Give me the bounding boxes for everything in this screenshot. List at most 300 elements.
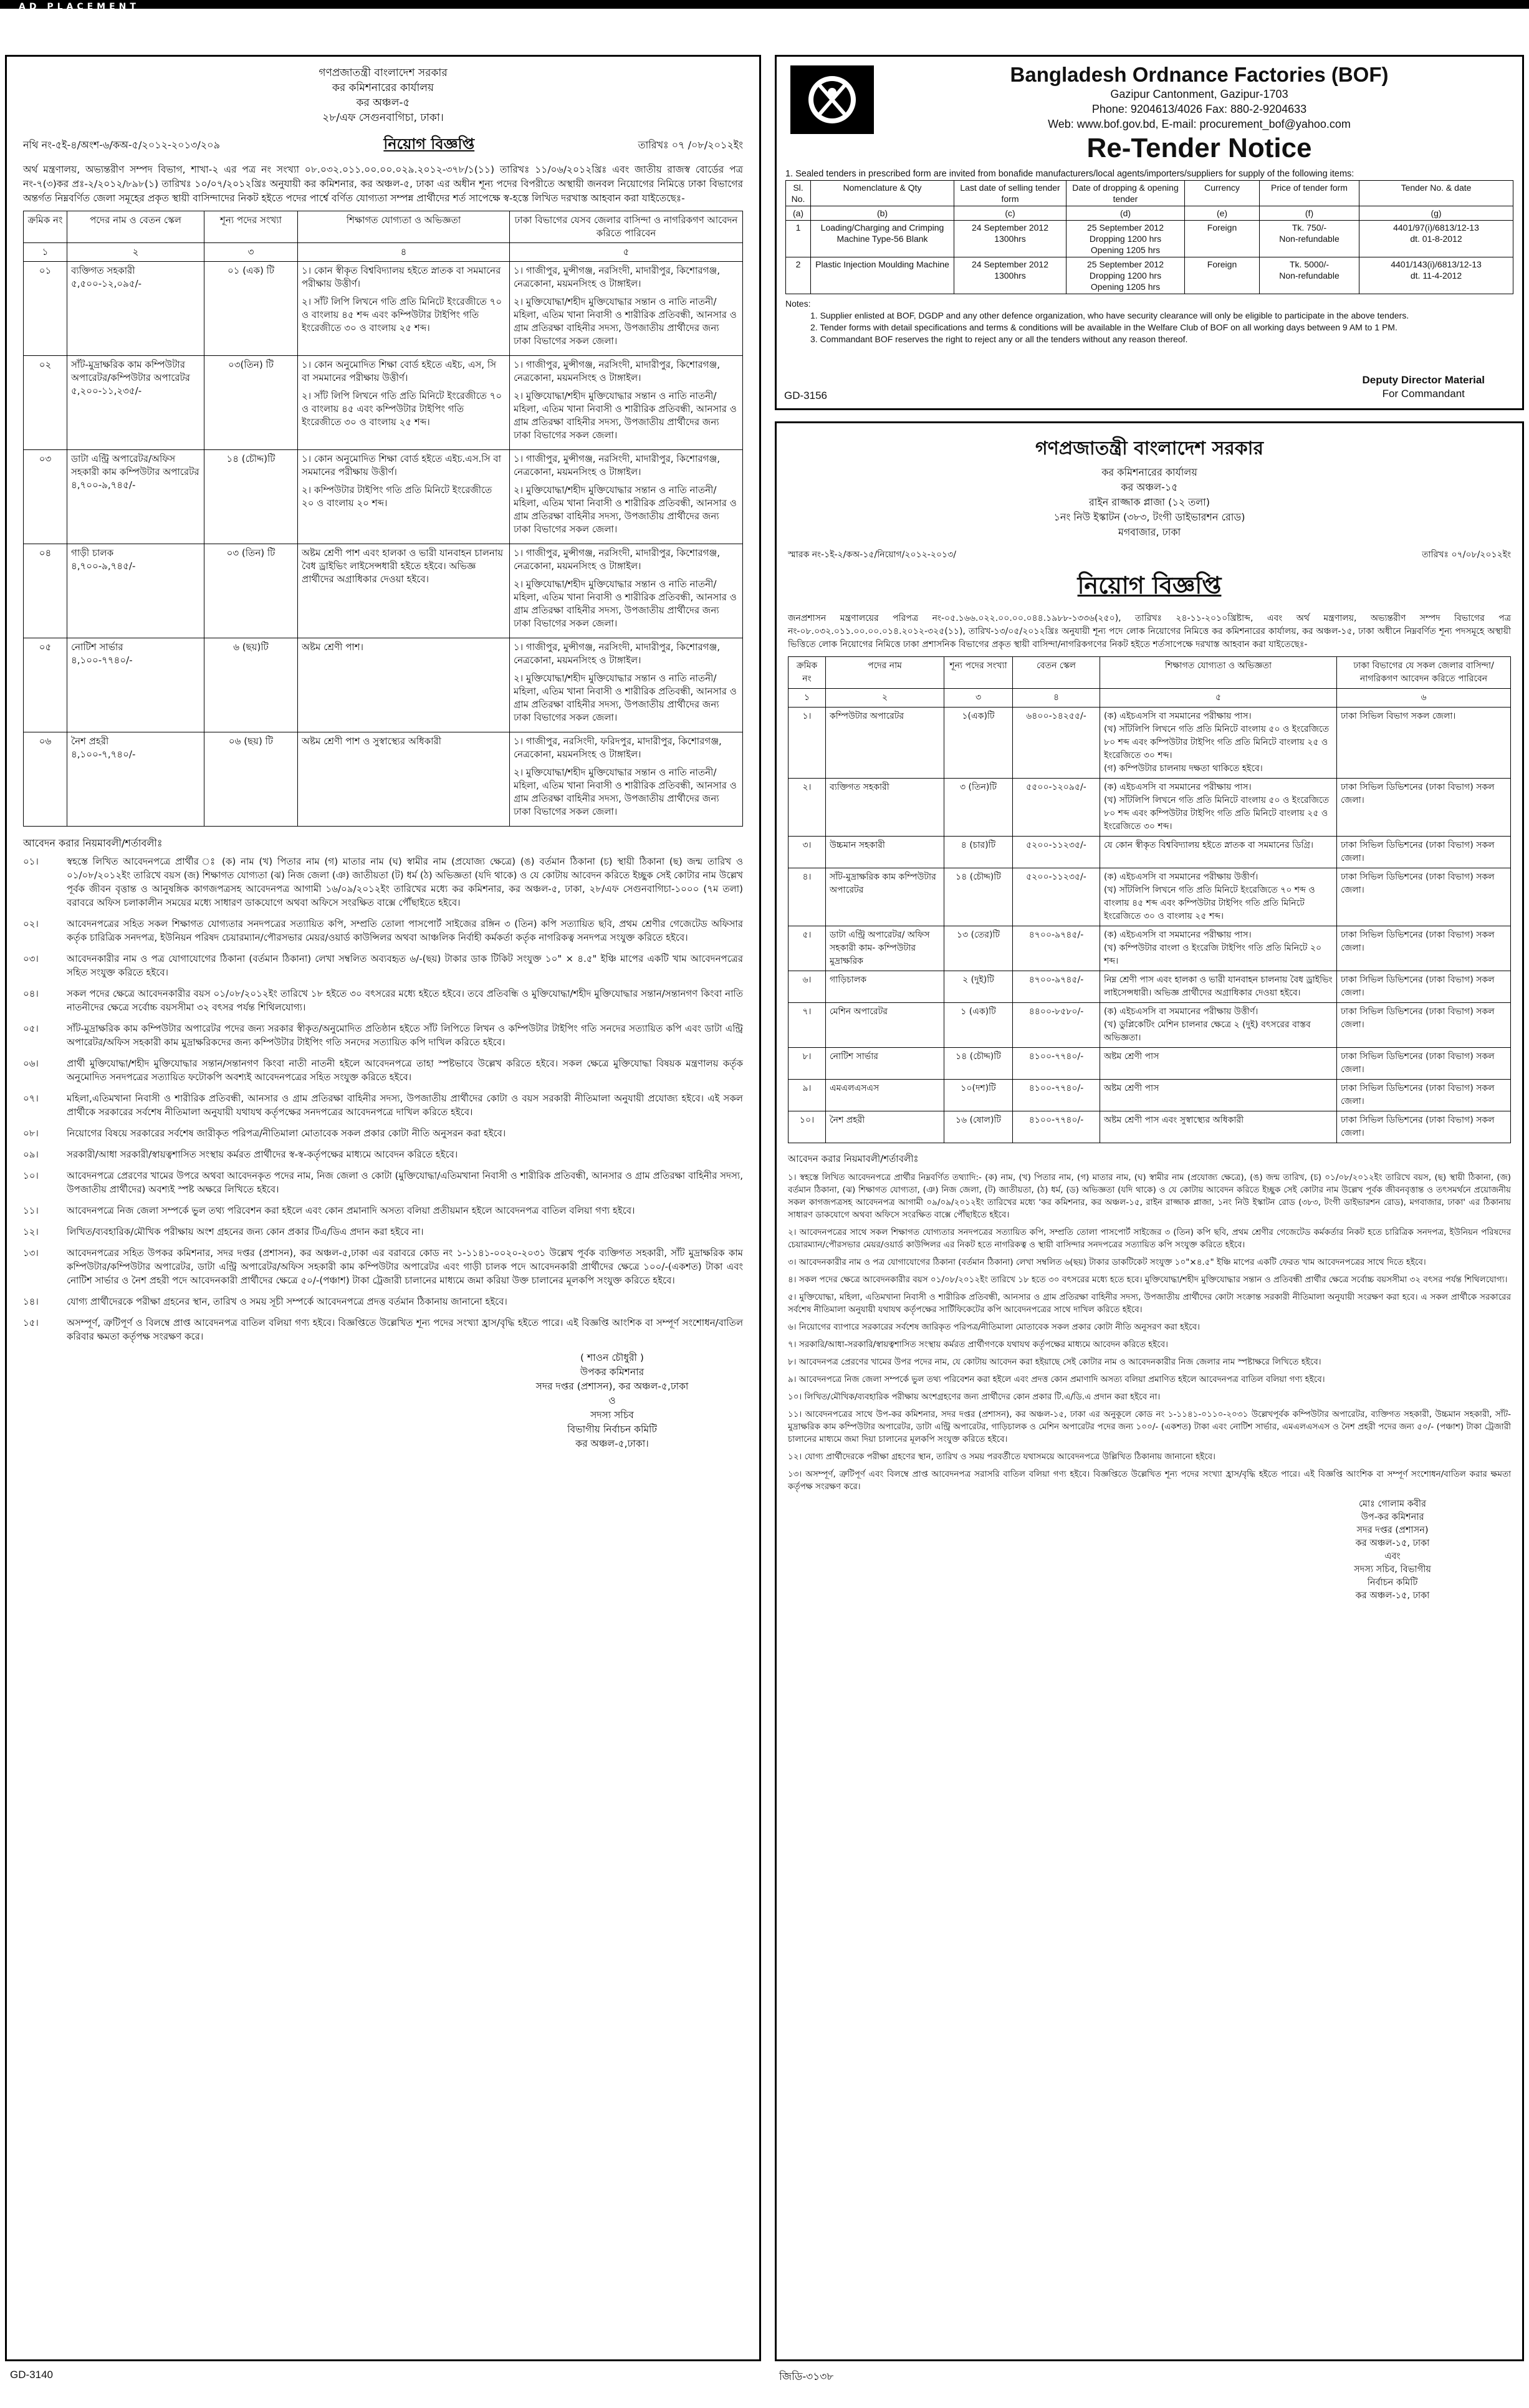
condition-item: ৬। নিয়োগের ব্যাপারে সরকারের সর্বশেষ জারিকৃত পরিপত্র/নীতিমালা মোতাবেক সকল প্রকার কোটা নীতি অনুসরণ করা হইবে। <box>788 1322 1200 1332</box>
gov-cell-sl: ৪। <box>788 868 826 926</box>
condition-number: ০৯। <box>23 1149 39 1160</box>
signature-line: সদর দপ্তর (প্রশাসন) <box>1356 1525 1429 1535</box>
condition-number: ১৫। <box>23 1317 39 1328</box>
left-header-line: ২৮/এফ সেগুনবাগিচা, ঢাকা। <box>322 112 444 124</box>
bof-cell-item <box>811 221 954 257</box>
condition-number: ১১। <box>23 1205 39 1216</box>
gov-col-header: ক্রমিক নং <box>788 657 826 689</box>
condition-item: ৫। মুক্তিযোদ্ধা, মহিলা, এতিমখানা নিবাসী ও শারীরিক প্রতিবন্ধী, আনসার ও গ্রাম প্রতিরক্ষা বাহিনীর সদস্য, উপজাতীয় প্রার্থীদের কোটা সংক্রান্ত সরকারী নীতিমালা অনুযায়ী সংরক্ষণ করা হবে। এ সকল প্রার্থীকে সরকারের সর্বশেষ নীতিমালা অনুযায়ী যথাযথ কর্তৃপক্ষের সার্টিফিকেটের কপি আবেদনপত্রের সাথে দাখিল করিতে হইবে। <box>788 1292 1511 1315</box>
bof-title: Re-Tender Notice <box>1086 133 1312 163</box>
bof-cell-price <box>1260 221 1359 257</box>
gov-signature <box>1274 1498 1511 1603</box>
cell-line: Dropping 1200 hrs <box>1089 234 1162 244</box>
condition-text: লিখিত/ব্যবহারিক/মৌখিক পরীক্ষায় অংশ গ্রহনের জন্য কোন প্রকার টিএ/ডিএ প্রদান করা হইবে না। <box>67 1226 424 1237</box>
condition-item <box>23 1057 743 1084</box>
gov-cell-post: ব্যক্তিগত সহকারী <box>826 779 944 837</box>
left-table-colnums <box>24 243 743 262</box>
bof-gd-number: GD-3156 <box>784 390 827 401</box>
row-qualification <box>298 262 510 356</box>
qualification-list <box>302 735 506 748</box>
top-strip <box>0 0 1529 12</box>
signature-line: সদস্য সচিব <box>590 1409 634 1421</box>
row-count: ০১ (এক) টি <box>204 262 298 356</box>
top-strip-label: AD PLACEMENT <box>19 2 140 12</box>
gov-cell-count: ১ (এক)টি <box>944 1003 1013 1048</box>
condition-text: মহিলা,এতিমখানা নিবাসী ও শারীরিক প্রতিবন্ধী, আনসার ও গ্রাম প্রতিরক্ষা বাহিনীর সদস্য, উপজাতীয় প্রার্থীদের কোটা ও বয়স সরকারী নীতিমালা অনুযায়ী প্রযোজ্য হইবে। এই সকল প্রার্থীকে সরকারের সর্বশেষ নীতিমালা অনুযায়ী যথাযথ কর্তৃপক্ষের সনদপত্রের আবেদনপত্রে দাখিল করিতে হইবে। <box>67 1093 743 1118</box>
gov-col-header: শিক্ষাগত যোগ্যতা ও অভিজ্ঞতা <box>1100 657 1337 689</box>
signature-line: কর অঞ্চল-১৫, ঢাকা <box>1355 1538 1430 1548</box>
cell-line: 24 September 2012 <box>972 259 1048 269</box>
left-table-col-header: ক্রমিক নং <box>24 211 67 243</box>
gov-cell-sl: ২। <box>788 779 826 837</box>
table-row <box>24 450 743 544</box>
row-districts <box>510 732 743 827</box>
district-item: ২। মুক্তিযোদ্ধা/শহীদ মুক্তিযোদ্ধার সন্তান ও নাতি নাতনী/মহিলা, এতিম খানা নিবাসী ও শারীরিক প্রতিবন্ধী, আনসার ও গ্রাম প্রতিরক্ষা বাহিনীর সদস্য, উপজাতীয় প্রার্থীদের জন্য ঢাকা বিভাগের সকল জেলা। <box>514 578 737 629</box>
cell-line: ৫,৫০০-১২,০৯৫/- <box>71 278 142 289</box>
condition-item <box>23 1225 743 1239</box>
qualification-list <box>302 453 506 510</box>
gov-cell-sl: ৬। <box>788 971 826 1003</box>
condition-text: সরকারী/আধা সরকারী/স্বায়ত্বশাসিত সংস্থায় কর্মরত প্রার্থীদের স্ব-স্ব-কর্তৃপক্ষের মাধ্যমে আবেদন করিতে হইবে। <box>67 1149 458 1160</box>
gov-cell-post: গাড়িচালক <box>826 971 944 1003</box>
condition-item: ১০। লিখিত/মৌখিক/ব্যবহারিক পরীক্ষায় অংশগ্রহণের জন্য প্রার্থীদের কোন প্রকার টি.এ/ডি.এ প্রদান করা হইবে না। <box>788 1392 1161 1402</box>
condition-item <box>23 1246 743 1287</box>
bof-col-letter: (d) <box>1066 206 1185 221</box>
table-row <box>24 262 743 356</box>
cell-line: ৪,৭০০-৯,৭৪৫/- <box>71 479 136 491</box>
row-serial: ০৬ <box>24 732 67 827</box>
row-serial: ০১ <box>24 262 67 356</box>
table-row <box>788 1080 1511 1111</box>
signature-line: ও <box>608 1395 616 1406</box>
cell-line: নিম্ন শ্রেণী পাস এবং হালকা ও ভারী যানবাহন চালনায় বৈধ ড্রাইভিং লাইসেন্সধারী। অভিজ্ঞ প্রার্থীদের অগ্রাধিকার দেওয়া হইবে। <box>1104 975 1333 998</box>
row-count: ১৪ (চৌদ্দ)টি <box>204 450 298 544</box>
gov-cell-scale: ৪৭০০-৯৭৪৫/- <box>1013 926 1100 971</box>
row-post <box>67 262 204 356</box>
gov-notice-title: নিয়োগ বিজ্ঞপ্তি <box>1077 572 1222 599</box>
bof-col-header: Sl. No. <box>786 181 811 206</box>
left-table-col-header: শিক্ষাগত যোগ্যতা ও অভিজ্ঞতা <box>298 211 510 243</box>
left-col-number: ৫ <box>510 243 743 262</box>
qualification-item: ১। কোন অনুমোদিত শিক্ষা বোর্ড হইতে এইচ, এস, সি বা সমমানের পরীক্ষায় উত্তীর্ণ। <box>302 359 497 383</box>
district-list <box>514 358 739 442</box>
bof-logo <box>785 63 885 138</box>
condition-item: ২। আবেদনপত্রের সাথে সকল শিক্ষাগত যোগ্যতার সনদপত্রের সত্যায়িত কপি, সম্প্রতি তোলা পাসপোর্ট সাইজের ৩ (তিন) কপি ছবি, প্রথম শ্রেণীর গেজেটেড কর্মকর্তার নিকট হতে চারিত্রিক সনদপত্র, ইউনিয়ন পরিষদের চেয়ারম্যান/পৌরসভার মেয়র/ওয়ার্ড কাউন্সিলর এর নিকট হতে নাগরিকত্ব ও স্থায়ী বাসিন্দার সনদপত্রের সত্যায়িত কপি সংযুক্ত করিতে হইবে। <box>788 1227 1511 1250</box>
district-item: ২। মুক্তিযোদ্ধা/শহীদ মুক্তিযোদ্ধার সন্তান ও নাতি নাতনী/মহিলা, এতিম খানা নিবাসী ও শারীরিক প্রতিবন্ধী, আনসার ও গ্রাম প্রতিরক্ষা বাহিনীর সদস্য, উপজাতীয় প্রার্থীদের জন্য ঢাকা বিভাগের সকল জেলা। <box>514 390 737 441</box>
condition-text: আবেদনপত্রে নিজ জেলা সম্পর্কে ভুল তথ্য পরিবেশন করা হইলে এবং কোন প্রমানাদি অসত্য বলিয়া প্রতীয়মান হইলে আবেদনপত্র বাতিল বলিয়া গণ্য হইবে। <box>67 1205 635 1216</box>
left-intro: অর্থ মন্ত্রণালয়, অভ্যন্তরীণ সম্পদ বিভাগ, শাখা-২ এর পত্র নং সংখ্যা ০৮.০৩২.০১১.০০.০০.০২৯.২০১২-৩৭৮/১(১১) তারিখঃ ১১/০৬/২০১২খ্রিঃ এবং জাতীয় রাজস্ব বোর্ডের পত্র নং-৭(৩)কর প্রঃ-২/২০১২/৮৯৮(১) তারিখঃ ১০/০৭/২০১২খ্রিঃ অনুযায়ী কর কমিশনার, কর অঞ্চল-৫, ঢাকা এর অধীন শূন্য পদের বিপরীতে অস্থায়ী জনবল নিয়োগের নিমিত্তে ঢাকা বিভাগের অন্তর্গত নিম্নবর্ণিত জেলা সমূহের প্রকৃত স্থায়ী বাসিন্দাদের নিকট হইতে পদের পার্শ্বে বর্ণিত যোগ্যতা সম্পন্ন প্রার্থীদের শর্ত সাপেক্ষে স্ব-হস্তে লিখিত দরখাস্ত আহবান করা যাইতেছেঃ- <box>23 164 743 204</box>
gov-vacancy-table <box>788 656 1511 1143</box>
condition-number: ০১। <box>23 856 39 867</box>
condition-item: ১। স্বহস্তে লিখিত আবেদনপত্রে প্রার্থীর নিম্নবর্ণিত তথ্যাদি:- (ক) নাম, (খ) পিতার নাম, (গ) মাতার নাম, (ঘ) স্বামীর নাম (প্রযোজ্য ক্ষেত্রে), (ঙ) জন্ম তারিখ, (চ) ০১/০৮/২০১২ইং তারিখে বয়স, (ছ) স্থায়ী ঠিকানা, (জ) বর্তমান ঠিকানা, (ঝ) শিক্ষাগত যোগ্যতা, (ঞ) নিজ জেলা, (ট) জাতীয়তা, (ঠ) ধর্ম, (ড) অভিজ্ঞতা (যদি থাকে) ও যে কোটায় আবেদন করিতে ইচ্ছুক সেই কোটার নাম উল্লেখ পূর্বক জীবনবৃত্তান্ত ও তৎসমর্থনে প্রয়োজনীয় সকল কাগজপত্রসহ আবেদনপত্র আগামী ০৯/০৯/২০১২ইং তারিখের মধ্যে 'কর কমিশনার, কর অঞ্চল-১৫, রাইন রাজ্জাক প্লাজা, ১নং নিউ ইস্কাটন রোড (৩৮৩, টংগী ডাইভারশন রোড), মগবাজার, ঢাকা' এর ঠিকানায় সাধারণ ডাকযোগে অথবা অফিসে সংরক্ষিত বাক্সে পৌঁছাইতে হইবে। <box>788 1173 1511 1220</box>
gov-cell-dist: ঢাকা সিভিল ডিভিশনের (ঢাকা বিভাগ) সকল জেলা। <box>1337 971 1511 1003</box>
qualification-list <box>302 358 506 429</box>
row-qualification <box>298 356 510 450</box>
gov-cell-post: সাঁট-মুদ্রাক্ষরিক কাম কম্পিউটার অপারেটর <box>826 868 944 926</box>
bof-col-header: Price of tender form <box>1260 181 1359 206</box>
condition-number: ০৫। <box>23 1023 39 1034</box>
qualification-list <box>302 641 506 654</box>
gov-cell-count: ১০(দশ)টি <box>944 1080 1013 1111</box>
gov-cell-post: কম্পিউটার অপারেটর <box>826 708 944 779</box>
left-col-number: ৪ <box>298 243 510 262</box>
cell-line: Plastic Injection Moulding Machine <box>815 259 949 269</box>
bof-col-header: Tender No. & date <box>1359 181 1513 206</box>
gov-cell-scale: ৪১০০-৭৭৪০/- <box>1013 1048 1100 1080</box>
cell-line: Dropping 1200 hrs <box>1089 271 1162 281</box>
district-list <box>514 641 739 724</box>
qualification-list <box>302 547 506 586</box>
gov-cell-qual <box>1100 971 1337 1003</box>
cell-line: 24 September 2012 <box>972 223 1048 233</box>
bof-table-body <box>786 221 1513 294</box>
bof-col-header: Last date of selling tender form <box>954 181 1066 206</box>
left-table-header <box>24 211 743 243</box>
district-item: ২। মুক্তিযোদ্ধা/শহীদ মুক্তিযোদ্ধার সন্তান ও নাতি নাতনী/মহিলা, এতিম খানা নিবাসী ও শারীরিক প্রতিবন্ধী, আনসার ও গ্রাম প্রতিরক্ষা বাহিনীর সদস্য, উপজাতীয় প্রার্থীদের জন্য ঢাকা বিভাগের সকল জেলা। <box>514 296 737 347</box>
cell-line: 2 <box>795 259 801 269</box>
gov-cell-dist: ঢাকা সিভিল ডিভিশনের (ঢাকা বিভাগ) সকল জেলা। <box>1337 1048 1511 1080</box>
bof-name: Bangladesh Ordnance Factories (BOF) <box>1010 63 1389 86</box>
row-post <box>67 450 204 544</box>
bof-col-header: Date of dropping & opening tender <box>1066 181 1185 206</box>
gov-cell-post: মেশিন অপারেটর <box>826 1003 944 1048</box>
bof-cell-item <box>811 257 954 294</box>
qualification-item: ২। সাঁট লিপি লিখনে গতি প্রতি মিনিটে ইংরেজীতে ৭০ ও বাংলায় ৪৫ শব্দ এবং কম্পিউটার টাইপিং গতি ইংরেজীতে ৩০ ও বাংলায় ২৫ শব্দ। <box>302 296 502 333</box>
signature-line: উপকর কমিশনার <box>580 1366 645 1378</box>
cell-line: (ক) এইচএসসি বা সমমানের পরীক্ষায় পাস। <box>1104 930 1252 940</box>
cell-line: অষ্টম শ্রেণী পাস <box>1104 1083 1159 1093</box>
cell-line: অষ্টম শ্রেণী পাস <box>1104 1052 1159 1062</box>
gov-header-line: মগবাজার, ঢাকা <box>1118 526 1181 538</box>
condition-number: ০৭। <box>23 1093 39 1104</box>
gov-cell-dist: ঢাকা সিভিল ডিভিশনের (ঢাকা বিভাগ) সকল জেলা। <box>1337 1080 1511 1111</box>
table-row <box>24 638 743 732</box>
row-qualification <box>298 638 510 732</box>
bof-note: 1. Supplier enlisted at BOF, DGDP and any other defence organization, who have security clearance will only be eligible to participate in the above tenders. <box>810 310 1409 320</box>
left-table-body <box>24 262 743 827</box>
bof-col-letter: (a) <box>786 206 811 221</box>
gov-cell-dist: ঢাকা সিভিল বিভাগ সকল জেলা। <box>1337 708 1511 779</box>
bof-phone: Phone: 9204613/4026 Fax: 880-2-9204633 <box>1091 103 1307 115</box>
condition-item <box>23 987 743 1014</box>
gov-cell-post: নৈশ প্রহরী <box>826 1111 944 1143</box>
qualification-item: অষ্টম শ্রেণী পাশ। <box>302 641 363 653</box>
gov-cell-sl: ৩। <box>788 837 826 868</box>
gov-cell-sl: ১০। <box>788 1111 826 1143</box>
qualification-item: অষ্টম শ্রেণী পাশ ও সুস্বাস্থ্যের অধিকারী <box>302 736 441 747</box>
cell-line: নোটিশ সার্ভার <box>71 641 123 653</box>
gov-cell-scale: ৪১০০-৭৭৪০/- <box>1013 1080 1100 1111</box>
gov-cell-scale: ৪১০০-৭৭৪০/- <box>1013 1111 1100 1143</box>
cell-line: 4401/143(i)/6813/12-13 <box>1391 259 1482 269</box>
gov-col-header: শূন্য পদের সংখ্যা <box>944 657 1013 689</box>
district-item: ১। গাজীপুর, মুন্সীগঞ্জ, নরসিংদী, মাদারীপুর, কিশোরগঞ্জ, নেত্রকোনা, ময়মনসিংহ ও টাঙ্গাইল। <box>514 265 721 289</box>
row-count: ০৬ (ছয়) টি <box>204 732 298 827</box>
gov-table-colnums <box>788 689 1511 708</box>
condition-item: ৭। সরকারি/আধা-সরকারি/স্বায়ত্বশাসিত সংস্থায় কর্মরত প্রার্থীগণকে যথাযথ কর্তৃপক্ষের মাধ্যমে আবেদন করিতে হইবে। <box>788 1340 1168 1350</box>
cell-line: 1 <box>795 223 801 233</box>
gov-cell-sl: ৮। <box>788 1048 826 1080</box>
condition-text: আবেদনপত্রের সহিত উপকর কমিশনার, সদর দপ্তর (প্রশাসন), কর অঞ্চল-৫,ঢাকা এর বরাবরে কোড নং ১-১১৪১-০০২০-২০৩১ উল্লেখ পূর্বক ব্যক্তিগত সহকারী, সাঁট মুদ্রাক্ষরিক কাম কম্পিউটার/কম্পিউটার অপারেটর, ডাটা এন্ট্রি অপারেটর/অফিস সহকারী কাম কম্পিউটার অপারেটর এবং গাড়ী চালক পদে আবেদনকারী প্রার্থীদের ক্ষেত্রে ১০০/-(একশত) টাকা এবং নোটিশ সার্ভার ও নৈশ প্রহরী পদে আবেদনকারী প্রার্থীদের ক্ষেত্রে ৫০/-(পঞ্চাশ) টাকা ট্রেজারী চালানের মাধ্যমে জমা করিয়া উক্ত চালানের মূলকপি সংযুক্ত করিতে হইবে। <box>67 1247 743 1286</box>
district-item: ২। মুক্তিযোদ্ধা/শহীদ মুক্তিযোদ্ধার সন্তান ও নাতি নাতনী/মহিলা, এতিম খানা নিবাসী ও শারীরিক প্রতিবন্ধী, আনসার ও গ্রাম প্রতিরক্ষা বাহিনীর সদস্য, উপজাতীয় প্রার্থীদের জন্য ঢাকা বিভাগের সকল জেলা। <box>514 673 737 723</box>
condition-number: ০২। <box>23 918 39 929</box>
left-header-line: কর কমিশনারের কার্যালয় <box>332 82 434 94</box>
gov-cell-qual <box>1100 1111 1337 1143</box>
gov-cell-sl: ১। <box>788 708 826 779</box>
table-row <box>24 544 743 638</box>
bof-col-header: Currency <box>1185 181 1260 206</box>
row-post <box>67 544 204 638</box>
gov-cell-count: ১৩ (তের)টি <box>944 926 1013 971</box>
condition-text: যোগ্য প্রার্থীদেরকে পরীক্ষা গ্রহনের স্থান, তারিখ ও সময় সূচী সম্পর্কে আবেদনপত্রে প্রদত্ত বর্তমান ঠিকানায় জানানো হইবে। <box>67 1296 507 1307</box>
condition-item <box>23 1295 743 1308</box>
cell-line: (ক) এইচএসসি বা সমমানের পরীক্ষায় পাস। <box>1104 711 1252 721</box>
row-count: ০৩(তিন) টি <box>204 356 298 450</box>
gov-col-number: ২ <box>826 689 944 708</box>
cell-line: Tk. 5000/- <box>1289 259 1330 269</box>
left-col-number: ৩ <box>204 243 298 262</box>
cell-line: Foreign <box>1207 259 1237 269</box>
cell-line: গাড়ী চালক <box>71 547 114 559</box>
condition-number: ০৮। <box>23 1128 39 1139</box>
gov-col-header: ঢাকা বিভাগের যে সকল জেলার বাসিন্দা/নাগরিকগণ আবেদন করিতে পারিবেন <box>1337 657 1511 689</box>
gov-cell-count: ১(এক)টি <box>944 708 1013 779</box>
gov-cell-qual <box>1100 926 1337 971</box>
district-list <box>514 453 739 536</box>
gov-cell-dist: ঢাকা সিভিল ডিভিশনের (ঢাকা বিভাগ) সকল জেলা। <box>1337 926 1511 971</box>
left-table-col-header: পদের নাম ও বেতন স্কেল <box>67 211 204 243</box>
qualification-item: ২। কম্পিউটার টাইপিং গতি প্রতি মিনিটে ইংরেজীতে ২০ ও বাংলায় ২০ শব্দ। <box>302 484 492 509</box>
cell-line: Non-refundable <box>1279 234 1340 244</box>
row-districts <box>510 450 743 544</box>
gov-header-line: কর অঞ্চল-১৫ <box>1121 481 1178 493</box>
gov-table-header <box>788 657 1511 689</box>
table-row <box>788 926 1511 971</box>
cell-line: (খ) সাঁটলিপি লিখনে গতি প্রতি মিনিটে ইংরেজিতে ৭০ শব্দ ও বাংলায় ৪৫ শব্দ এবং কম্পিউটার টাইপিং গতি প্রতি মিনিটে ইংরেজিতে ৩০ ও বাংলায় ২৫ শব্দ। <box>1104 885 1315 921</box>
cell-line: ডাটা এন্ট্রি অপারেটর/অফিস সহকারী কাম কম্পিউটার অপারেটর <box>71 453 199 477</box>
gov-cell-post: এমএলএসএস <box>826 1080 944 1111</box>
cell-line: Non-refundable <box>1279 271 1340 281</box>
condition-item <box>23 1022 743 1049</box>
gov-cell-dist: ঢাকা সিভিল ডিভিশনের (ঢাকা বিভাগ) সকল জেলা। <box>1337 1111 1511 1143</box>
gov-conditions-title: আবেদন করার নিয়মাবলী/শর্তাবলীঃ <box>788 1153 919 1164</box>
table-row <box>24 356 743 450</box>
bof-cell-cur <box>1185 257 1260 294</box>
signature-line: নির্বাচন কমিটি <box>1367 1578 1418 1588</box>
bof-cell-no <box>1359 221 1513 257</box>
right-recruitment-notice <box>775 421 1524 2361</box>
cell-line: (খ) কম্পিউটার বাংলা ও ইংরেজি টাইপিং গতি প্রতি মিনিটে ২০ শব্দ। <box>1104 943 1322 966</box>
cell-line: dt. 11-4-2012 <box>1410 271 1462 281</box>
condition-item: ১৩। অসম্পূর্ণ, ত্রুটিপূর্ণ এবং বিলম্বে প্রাপ্ত আবেদনপত্র সরাসরি বাতিল বলিয়া গণ্য হইবে। বিজ্ঞপ্তিতে উল্লেখিত শূন্য পদের সংখ্যা হ্রাস/বৃদ্ধি হইতে পারে। এই বিজ্ঞপ্তি আংশিক বা সম্পূর্ণ সংশোধন/বাতিল করার ক্ষমতা কর্তৃপক্ষ সংরক্ষণ করে। <box>788 1469 1511 1492</box>
left-table-col-header: শূন্য পদের সংখ্যা <box>204 211 298 243</box>
gov-cell-scale: ৫৫০০-১২০৯৫/- <box>1013 779 1100 837</box>
cell-line: নৈশ প্রহরী <box>71 736 109 747</box>
row-qualification <box>298 544 510 638</box>
qualification-item: ১। কোন স্বীকৃত বিশ্ববিদ্যালয় হইতে স্নাতক বা সমমানের পরীক্ষায় উত্তীর্ণ। <box>302 265 501 289</box>
row-qualification <box>298 450 510 544</box>
district-item: ১। গাজীপুর, মুন্সীগঞ্জ, নরসিংদী, মাদারীপুর, কিশোরগঞ্জ, নেত্রকোনা, ময়মনসিংহ ও টাঙ্গাইল। <box>514 359 721 383</box>
left-conditions-title: আবেদন করার নিয়মাবলী/শর্তাবলীঃ <box>23 837 163 849</box>
cell-line: Opening 1205 hrs <box>1090 245 1161 255</box>
cell-line: (ক) এইচএসসি বা সমমানের পরীক্ষায় পাস। <box>1104 782 1252 792</box>
gov-title: গণপ্রজাতন্ত্রী বাংলাদেশ সরকার <box>1035 438 1263 459</box>
signature-line: কর অঞ্চল-১৫, ঢাকা <box>1355 1591 1430 1601</box>
gov-header-line: কর কমিশনারের কার্যালয় <box>1101 466 1197 478</box>
left-notice-title: নিয়োগ বিজ্ঞপ্তি <box>383 135 475 153</box>
row-districts <box>510 356 743 450</box>
bof-retender-notice <box>775 55 1524 410</box>
gov-date: তারিখঃ ০৭/০৮/২০১২ইং <box>1422 550 1511 560</box>
gov-header-line: ১নং নিউ ইস্কাটন (৩৮৩, টংগী ডাইভারশন রোড) <box>1053 511 1245 523</box>
gov-cell-scale: ৪৭০০-৯৭৪৫/- <box>1013 971 1100 1003</box>
signature-line: ( শাওন চৌধুরী ) <box>580 1352 644 1363</box>
cell-line: Foreign <box>1207 223 1237 233</box>
bof-col-letter: (f) <box>1260 206 1359 221</box>
district-list <box>514 547 739 630</box>
gov-memo: স্মারক নং-১ই-২/কঅ-১৫/নিয়োগ/২০১২-২০১৩/ <box>788 550 956 560</box>
cell-line: যে কোন স্বীকৃত বিশ্ববিদ্যালয় হইতে স্নাতক বা সমমানের ডিগ্রি। <box>1104 840 1313 850</box>
gov-col-number: ৪ <box>1013 689 1100 708</box>
district-item: ১। গাজীপুর, মুন্সীগঞ্জ, নরসিংদী, মাদারীপুর, কিশোরগঞ্জ, নেত্রকোনা, ময়মনসিংহ ও টাঙ্গাইল। <box>514 453 721 477</box>
district-item: ১। গাজীপুর, মুন্সীগঞ্জ, নরসিংদী, মাদারীপুর, কিশোরগঞ্জ, নেত্রকোনা, ময়মনসিংহ ও টাঙ্গাইল। <box>514 547 721 572</box>
bof-notes-label: Notes: <box>785 299 811 309</box>
left-signature <box>481 1351 743 1451</box>
gov-cell-dist: ঢাকা সিভিল ডিভিশনের (ঢাকা বিভাগ) সকল জেলা। <box>1337 779 1511 837</box>
cell-line: অষ্টম শ্রেণী পাস এবং সুস্বাস্থ্যের অধিকারী <box>1104 1115 1244 1125</box>
gov-cell-dist: ঢাকা সিভিল ডিভিশনের (ঢাকা বিভাগ) সকল জেলা। <box>1337 868 1511 926</box>
gov-cell-count: ১৬ (ষোল)টি <box>944 1111 1013 1143</box>
gov-col-header: পদের নাম <box>826 657 944 689</box>
gov-cell-count: ৪ (চার)টি <box>944 837 1013 868</box>
signature-line: এবং <box>1384 1552 1401 1561</box>
condition-number: ০৩। <box>23 953 39 964</box>
condition-text: সকল পদের ক্ষেত্রে আবেদনকারীর বয়স ০১/০৮/২০১২ইং তারিখে ১৮ হইতে ৩০ বৎসরের মধ্যে হইতে হইবে। তবে প্রতিবন্ধি ও মুক্তিযোদ্ধা/শহীদ মুক্তিযোদ্ধার সন্তান/সন্তানগণ কিংবা নাতি নাতনীদের ক্ষেত্রে সর্বোচ্চ বয়সসীমা ৩২ বৎসর পর্যন্ত শিথিলযোগ্য। <box>67 988 743 1013</box>
cell-line: 25 September 2012 <box>1087 223 1164 233</box>
condition-text: প্রার্থী মুক্তিযোদ্ধা/শহীদ মুক্তিযোদ্ধার সন্তান/সন্তানগণ কিংবা নাতী নাতনী হইলে আবেদনপত্রে তাহা স্পষ্টভাবে উল্লেখ করিতে হইবে। সকল ক্ষেত্রে মুক্তিযোদ্ধা বিষয়ক মন্ত্রণালয় কর্তৃক অনুমোদিত সনদপত্রের সত্যায়িত ফটোকপি অবশ্যই আবেদনপত্রের সহিত সংযুক্ত করিতে হইবে। <box>67 1058 743 1083</box>
gov-cell-sl: ৯। <box>788 1080 826 1111</box>
condition-text: স্বহস্তে লিখিত আবেদনপত্রে প্রার্থীর ঃ (ক) নাম (খ) পিতার নাম (গ) মাতার নাম (ঘ) স্বামীর নাম (প্রযোজ্য ক্ষেত্রে) (ঙ) বর্তমান ঠিকানা (চ) স্থায়ী ঠিকানা (ছ) জন্ম তারিখ ও ০১/০৮/২০১২ইং তারিখে বয়স (জ) শিক্ষাগত যোগ্যতা (ঝ) নিজ জেলা (ঞ) জাতীয়তা (ট) ধর্ম (ঠ) অভিজ্ঞতা (যদি থাকে) ও যে কোটায় আবেদন করিতে ইচ্ছুক সেই কোটার নাম উল্লেখ পূর্বক জীবন বৃত্তান্ত ও আনুষঙ্গিক কাগজপত্রসহ আবেদনপত্র আগামী ১৬/০৯/২০১২ইং তারিখের মধ্যে কর কমিশনার, কর অঞ্চল-৫, ঢাকা, ২৮/এফ সেগুনবাগিচা-১০০০ (৭ম তলা) বরাবরে অফিস চলাকালীন সময়ের মধ্যে সাধারণ ডাকযোগে অথবা অফিসে সংরক্ষিত বাক্সে পৌঁছাইতে হইবে। <box>67 856 744 908</box>
cell-line: 1300hrs <box>994 234 1026 244</box>
left-col-number: ২ <box>67 243 204 262</box>
left-recruitment-notice <box>5 55 761 2361</box>
gov-col-number: ১ <box>788 689 826 708</box>
bof-note: 3. Commandant BOF reserves the right to reject any or all the tenders without any reason thereof. <box>810 334 1188 344</box>
row-serial: ০৩ <box>24 450 67 544</box>
signature-line: মোঃ গোলাম কবীর <box>1358 1499 1427 1509</box>
bof-cell-drop <box>1066 257 1185 294</box>
table-row <box>788 1048 1511 1080</box>
bof-col-header: Nomenclature & Qty <box>811 181 954 206</box>
cell-line: সাঁট-মুদ্রাক্ষরিক কাম কম্পিউটার অপারেটর/কম্পিউটার অপারেটর <box>71 359 190 383</box>
gov-cell-dist: ঢাকা সিভিল ডিভিশনের (ঢাকা বিভাগ) সকল জেলা। <box>1337 837 1511 868</box>
bof-cell-cur <box>1185 221 1260 257</box>
left-col-number: ১ <box>24 243 67 262</box>
bof-web: Web: www.bof.gov.bd, E-mail: procurement_bof@yahoo.com <box>1048 118 1351 130</box>
signature-line: কর অঞ্চল-৫,ঢাকা। <box>575 1438 649 1449</box>
bof-cell-sell <box>954 257 1066 294</box>
bof-col-letter: (e) <box>1185 206 1260 221</box>
gov-col-number: ৩ <box>944 689 1013 708</box>
cell-line: 1300hrs <box>994 271 1026 281</box>
condition-item <box>23 917 743 944</box>
left-meta-row <box>23 133 743 158</box>
condition-item <box>23 855 743 909</box>
signature-line: উপ-কর কমিশনার <box>1361 1512 1424 1522</box>
gov-cell-qual <box>1100 708 1337 779</box>
gov-header-line: রাইন রাজ্জাক প্লাজা (১২ তলা) <box>1088 496 1210 508</box>
condition-text: আবেদনপত্রের সহিত সকল শিক্ষাগত যোগ্যতার সনদপত্রের সত্যায়িত কপি, সম্প্রতি তোলা পাসপোর্ট সাইজের রঙ্গিন ৩ (তিন) কপি সত্যায়িত ছবি, প্রথম শ্রেণীর গেজেটেড অফিসার কর্তৃক চারিত্রিক সনদপত্র, ইউনিয়ন পরিষদ চেয়ারম্যান/পৌরসভার মেয়র/ওয়ার্ড কাউন্সিলর অথবা আঞ্চলিক নির্বাহী কর্মকর্তা কর্তৃক নাগরিকত্ব সনদপত্র সংযুক্ত করিতে হইবে। <box>67 918 743 943</box>
condition-number: ১৪। <box>23 1296 39 1307</box>
gov-cell-post: উচ্চমান সহকারী <box>826 837 944 868</box>
condition-item <box>23 1091 743 1119</box>
gov-cell-scale: ৬৪০০-১৪২৫৫/- <box>1013 708 1100 779</box>
condition-text: আবেদনপত্রে প্রেরণের খামের উপরে অথবা আবেদনকৃত পদের নাম, নিজ জেলা ও কোটা (মুক্তিযোদ্ধা/এতিমখানা নিবাসী ও শারীরিক প্রতিবন্ধী, আনসার ও গ্রাম প্রতিরক্ষা বাহিনীর সদস্য, উপজাতীয় প্রার্থীদের) অবশ্যই স্পষ্ট অক্ষরে লিখিতে হইবে। <box>67 1170 743 1195</box>
row-districts <box>510 544 743 638</box>
table-row <box>788 1003 1511 1048</box>
condition-number: ১২। <box>23 1226 39 1237</box>
gov-col-number: ৫ <box>1100 689 1337 708</box>
district-item: ১। গাজীপুর, মুন্সীগঞ্জ, নরসিংদী, মাদারীপুর, কিশোরগঞ্জ, নেত্রকোনা, ময়মনসিংহ ও টাঙ্গাইল। <box>514 641 721 666</box>
table-row <box>788 708 1511 779</box>
condition-item: ১২। যোগ্য প্রার্থীদেরকে পরীক্ষা গ্রহণের স্থান, তারিখ ও সময় পরবর্তীতে যথাসময়ে আবেদনপত্রে উল্লিখিত ঠিকানায় জানানো হইবে। <box>788 1452 1215 1462</box>
cell-line: dt. 01-8-2012 <box>1410 234 1462 244</box>
row-post <box>67 732 204 827</box>
gov-cell-scale: ৫২০০-১১২৩৫/- <box>1013 868 1100 926</box>
qualification-item: ২। সাঁট লিপি লিখনে গতি প্রতি মিনিটে ইংরেজীতে ৭০ ও বাংলায় ৪৫ এবং কম্পিউটার টাইপিং গতি ইংরেজীতে ৩০ ও বাংলায় ২৫ শব্দ। <box>302 390 502 428</box>
table-row <box>788 868 1511 926</box>
cell-line: Tk. 750/- <box>1292 223 1327 233</box>
table-row <box>24 732 743 827</box>
row-serial: ০২ <box>24 356 67 450</box>
left-date: তারিখঃ ০৭ /০৮/২০১২ইং <box>638 138 743 151</box>
cell-line: (ক) এইচএসসি বা সমমানের পরীক্ষায় উত্তীর্ণ। <box>1104 872 1258 882</box>
district-list <box>514 264 739 348</box>
gov-cell-count: ১৪ (চৌদ্দ)টি <box>944 868 1013 926</box>
condition-item <box>23 1148 743 1161</box>
left-memo-no: নথি নং-৫ই-৪/অংশ-৬/কঅ-৫/২০১২-২০১৩/২০৯ <box>23 138 220 151</box>
bof-cell-drop <box>1066 221 1185 257</box>
table-row <box>788 1111 1511 1143</box>
bof-notes <box>785 298 1513 345</box>
row-serial: ০৫ <box>24 638 67 732</box>
condition-item: ৮। আবেদনপত্র প্রেরণের খামের উপর পদের নাম, যে কোটায় আবেদন করা হইয়াছে সেই কোটার নাম ও আবেদনকারীর নিজ জেলার নাম স্পষ্টাক্ষরে লিখিতে হইবে। <box>788 1357 1321 1367</box>
condition-number: ১৩। <box>23 1247 39 1259</box>
bof-cell-no <box>1359 257 1513 294</box>
gov-cell-post: ডাটা এন্ট্রি অপারেটর/ অফিস সহকারী কাম- কম্পিউটার মুদ্রাক্ষরিক <box>826 926 944 971</box>
row-districts <box>510 262 743 356</box>
bof-intro: 1. Sealed tenders in prescribed form are invited from bonafide manufacturers/local agents/importers/suppliers for supply of the following items: <box>785 169 1354 179</box>
cell-line: Loading/Charging and Crimping Machine Type-56 Blank <box>820 223 944 244</box>
condition-item: ৯। আবেদনপত্রে নিজ জেলা সম্পর্কে ভুল তথ্য পরিবেশন করা হইলে এবং প্রদত্ত কোন প্রমাণাদি অসত্য বলিয়া প্রমাণিত হইলে আবেদনপত্র বাতিল বলিয়া গণ্য হইবে। <box>788 1374 1325 1384</box>
table-row <box>786 221 1513 257</box>
gov-cell-dist: ঢাকা সিভিল ডিভিশনের (ঢাকা বিভাগ) সকল জেলা। <box>1337 1003 1511 1048</box>
condition-text: সাঁট-মুদ্রাক্ষরিক কাম কম্পিউটার অপারেটর পদের জন্য সরকার স্বীকৃত/অনুমোদিত প্রতিষ্ঠান হইতে সাঁট লিপিতে লিখন ও কম্পিউটার টাইপিং গতি সনদের সত্যায়িত কপি এবং ডাটা এন্ট্রি অপারেটর/অফিস সহকারী কাম মুদ্রাক্ষরিকদের জন্য কম্পিউটার টাইপিং গতি সনদের সত্যায়িত কপি দাখিল করিতে হইবে। <box>67 1023 743 1048</box>
cell-line: (খ) সাঁটলিপি লিখনে গতি প্রতি মিনিটে বাংলায় ৫০ ও ইংরেজিতে ৮০ শব্দ এবং কম্পিউটার টাইপিং গতি প্রতি মিনিটে বাংলায় ২৫ ও ইংরেজিতে ৩০ শব্দ। <box>1104 724 1330 760</box>
left-header <box>23 65 743 125</box>
signature-line: বিভাগীয় নির্বাচন কমিটি <box>567 1424 657 1435</box>
bof-heading <box>885 63 1513 164</box>
qualification-list <box>302 264 506 335</box>
row-districts <box>510 638 743 732</box>
cell-line: 4401/97(i)/6813/12-13 <box>1393 223 1479 233</box>
gov-conditions <box>788 1171 1511 1493</box>
district-item: ২। মুক্তিযোদ্ধা/শহীদ মুক্তিযোদ্ধার সন্তান ও নাতি নাতনী/মহিলা, এতিম খানা নিবাসী ও শারীরিক প্রতিবন্ধী, আনসার ও গ্রাম প্রতিরক্ষা বাহিনীর সদস্য, উপজাতীয় প্রার্থীদের জন্য ঢাকা বিভাগের সকল জেলা। <box>514 767 737 817</box>
district-list <box>514 735 739 818</box>
condition-text: আবেদনকারীর নাম ও পত্র যোগাযোগের ঠিকানা (বর্তমান ঠিকানা) লেখা সম্বলিত অব্যবহৃত ৬/-(ছয়) টাকার ডাক টিকিট সংযুক্ত ১০" × ৪.৫" ইঞ্চি মাপের একটি খাম আবেদনপত্রের সহিত সংযুক্ত করিতে হইবে। <box>67 953 743 978</box>
bof-sign-sub: For Commandant <box>1382 388 1465 400</box>
condition-text: অসম্পূর্ণ, ত্রুটিপূর্ণ ও বিলম্বে প্রাপ্ত আবেদনপত্র বাতিল বলিয়া গণ্য হইবে। বিজ্ঞপ্তিতে উল্লেখিত শূন্য পদের সংখ্যা হ্রাস/বৃদ্ধি হইতে পারে। এই বিজ্ঞপ্তি আংশিক বা সম্পূর্ণ সংশোধন/বাতিল করিবার ক্ষমতা কর্তৃপক্ষ সংরক্ষণ করে। <box>67 1317 743 1342</box>
